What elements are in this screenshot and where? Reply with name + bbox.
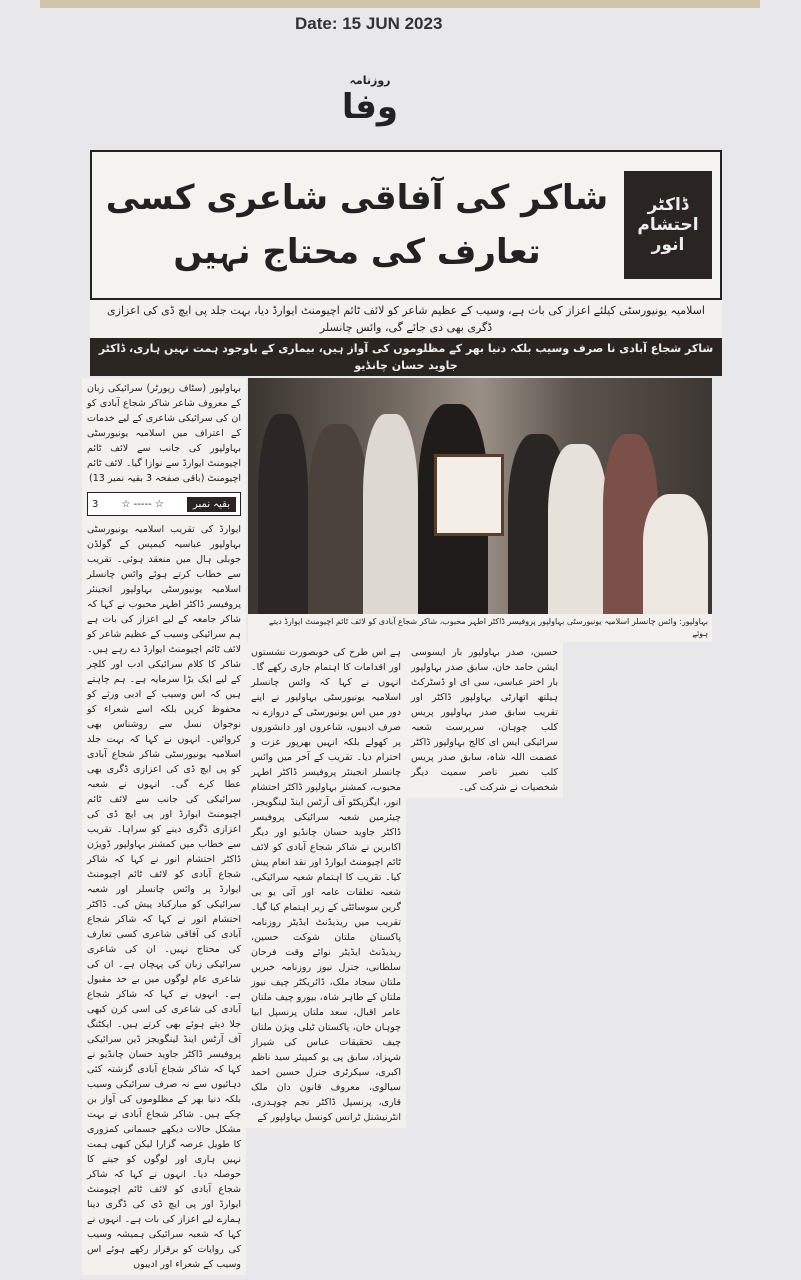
highlight-band: شاکر شجاع آبادی نا صرف وسیب بلکہ دنیا بھر کے مظلوموں کی آواز ہیں، بیماری کے باوجود ہمت نہیں ہاری، ڈاکٹر جاوید حسان چانڈیو	[90, 338, 722, 376]
headline-box	[90, 150, 722, 300]
article-column-3: حسین، صدر بہاولپور بار ایسوسی ایشن حامد خان، سابق صدر بہاولپور بار اختر عباسی، سی ای او ڈسٹرکٹ ہیلتھ اتھارٹی بہاولپور ڈاکٹر اور تقریب سابق صدر بہاولپور پریس کلب چوہان، سرپرست شعبہ سرائیکی ایس ای کالج بہاولپور ڈاکٹر عصمت اللہ شاہ، سابق صدر پریس کلب نصیر ناصر سمیت دیگر شخصیات نے شرکت کی۔	[406, 642, 563, 798]
column-1-intro: بہاولپور (سٹاف رپورٹر) سرائیکی زبان کے معروف شاعر شاکر شجاع آبادی کو ان کی سرائیکی شاعری کے لیے خدمات کے اعتراف میں اسلامیہ یونیورسٹی بہاولپور کی جانب سے لائف ٹائم اچیومنٹ ایوارڈ سے نوازا گیا۔ لائف ٹائم اچیومنٹ (باقی صفحہ 3 بقیہ نمبر 13)	[87, 383, 241, 484]
subheadline: اسلامیہ یونیورسٹی کیلئے اعزاز کی بات ہے، وسیب کے عظیم شاعر کو لائف ٹائم اچیومنٹ ایوارڈ دیا، بہت جلد پی ایچ ڈی کی اعزازی ڈگری بھی دی جائے گی، وائس چانسلر	[90, 300, 722, 338]
photo-caption: بہاولپور: وائس چانسلر اسلامیہ یونیورسٹی بہاولپور پروفیسر ڈاکٹر اطہر محبوب، شاکر شجاع آبادی کو لائف ٹائم اچیومنٹ ایوارڈ دیتے ہوئے	[248, 614, 712, 642]
article-right-area	[246, 378, 722, 1128]
continuation-marker	[87, 492, 241, 516]
continuation-number: 3	[92, 498, 99, 510]
newspaper-logo	[320, 74, 420, 127]
byline-box	[624, 171, 712, 279]
lower-columns	[246, 642, 722, 1128]
headline-title: شاکر کی آفاقی شاعری کسی تعارف کی محتاج نہیں	[105, 178, 609, 272]
news-clipping	[82, 150, 722, 1275]
article-column-1	[82, 378, 246, 1275]
continuation-label: بقیہ نمبر	[187, 497, 236, 512]
article-column-2: ہے اس طرح کی خوبصورت نشستوں اور اقدامات کا اہتمام جاری رکھے گا۔ انہوں نے کہا کہ وائس چانسلر اسلامیہ یونیورسٹی بہاولپور نے اپنے دور میں اس یونیورسٹی کے دروازے نہ صرف ادیبوں، شاعروں اور دانشوروں پر کھولے بلکہ انہیں بھرپور عزت و احترام دیا۔ تقریب کے آخر میں وائس چانسلر انجینئر پروفیسر ڈاکٹر اطہر محبوب، کمشنر بہاولپور ڈاکٹر احتشام انور، ایگزیکٹو آف آرٹس اینڈ لینگویجز، چیئرمین شعبہ سرائیکی پروفیسر ڈاکٹر جاوید حسان چانڈیو اور دیگر اکابرین نے شاکر شجاع آبادی کو لائف ٹائم اچیومنٹ ایوارڈ اور نقد انعام پیش کیا۔ تقریب کا اہتمام شعبہ سرائیکی، شعبہ تعلقات عامہ اور آئی یو بی گرین سوسائٹی کے زیر اہتمام کیا گیا۔ تقریب میں ریذیڈنٹ ایڈیٹر روزنامہ پاکستان ملتان شوکت حسین، ریذیڈنٹ ایڈیٹر نوائے وقت فرحان سلطانی، جنرل نیوز روزنامہ خبریں ملتان سجاد ملک، ڈائریکٹر چیف نیوز ملتان کے طاہر شاہ، بیورو چیف ملتان عامر اقبال، سعد ملتان پرنسپل ابیا چوہان خان، پاکستان ٹیلی ویژن ملتان چیف تحقیقات عباس کی شیراز شہزاد، سابق پی یو کمپیئر سید ناظم اکبری، سیکرٹری جنرل حسین احمد سیالوی، معروف قانون دان ملک قاری، پرنسپل ڈاکٹر نجم چوہدری، انٹرنیشنل ٹرانس کونسل بہاولپور کے	[246, 642, 406, 1128]
byline-title: ڈاکٹر	[647, 195, 689, 215]
continuation-stars: ☆ ----- ☆	[121, 498, 164, 510]
date-stamp: Date: 15 JUN 2023	[295, 14, 443, 33]
top-paper-edge	[40, 0, 760, 8]
newspaper-name: وفا	[341, 87, 399, 127]
byline-name: احتشام انور	[637, 215, 699, 255]
article-body	[82, 378, 722, 1275]
column-1-body: ایوارڈ کی تقریب اسلامیہ یونیورسٹی بہاولپور عباسیہ کیمپس کے گولڈن جوبلی ہال میں منعقد ہوئی۔ تقریب سے خطاب کرتے ہوئے وائس چانسلر اسلامیہ یونیورسٹی بہاولپور انجینئر پروفیسر ڈاکٹر اطہر محبوب نے کہا کہ شاکر جامعہ کے لیے اعزاز کی بات ہے ہم سرائیکی وسیب کے عظیم شاعر کو لائف ٹائم اچیومنٹ ایوارڈ دے رہے ہیں۔ شاکر کا کلام سرائیکی ادب اور کلچر کے لیے ایک بڑا سرمایہ ہے۔ ہم چاہتے ہیں کہ اس وسیب کے ادبی ورثے کو محفوظ کریں بلکہ اسے شعراء کو نوجوان نسل سے روشناس بھی کروائیں۔ انہوں نے کہا کہ بہت جلد اسلامیہ یونیورسٹی شاکر شجاع آبادی کو پی ایچ ڈی کی اعزازی ڈگری بھی عطا کرے گی۔ انہوں نے شعبہ سرائیکی کی جانب سے لائف ٹائم اچیومنٹ ایوارڈ اور پی ایچ ڈی کی اعزازی ڈگری دینے کو سراہا۔ تقریب سے خطاب میں کمشنر بہاولپور ڈویژن ڈاکٹر احتشام انور نے کہا کہ شاکر شجاع آبادی کو لائف ٹائم اچیومنٹ ایوارڈ پر وائس چانسلر اور شعبہ سرائیکی کو مبارکباد پیش کی۔ ڈاکٹر احتشام انور نے کہا کہ شاکر شجاع آبادی کی آفاقی شاعری کسی تعارف کی محتاج نہیں۔ ان کی شاعری سرائیکی زبان کی پہچان ہے۔ ان کی شاعری عام لوگوں میں بے حد مقبول ہے۔ انہوں نے کہا کہ شاکر شجاع آبادی کی شاعری کی اسی کرن کبھی جلا دیتے ہوئے بھی کرتے ہیں۔ ایکٹنگ آف آرٹس اینڈ لینگویجز ڈین سرائیکی پروفیسر ڈاکٹر جاوید حسان چانڈیو نے کہا کہ شاکر شجاع آبادی گزشتہ کئی دہائیوں سے نہ صرف سرائیکی وسیب بلکہ دنیا بھر کے مظلوموں کی آواز بن چکے ہیں۔ شاکر شجاع آبادی نے بہت مشکل حالات دیکھے جسمانی کمزوری کا طویل عرصہ گزارا لیکن کبھی ہمت نہیں ہاری اور لوگوں کو جینے کا حوصلہ دیا۔ انہوں نے کہا کہ شاکر شجاع آبادی کو لائف ٹائم اچیومنٹ ایوارڈ اور پی ایچ ڈی کی ڈگری دینا ہمارے لیے اعزاز کی بات ہے۔ انہوں نے کہا کہ شعبہ سرائیکی ہمیشہ وسیب کی روایات کو برقرار رکھے ہوئے اس وسیب کے شعراء اور ادیبوں	[87, 524, 241, 1270]
award-plaque	[434, 454, 504, 536]
newspaper-prefix: روزنامہ	[349, 74, 391, 87]
news-photo	[248, 378, 712, 614]
